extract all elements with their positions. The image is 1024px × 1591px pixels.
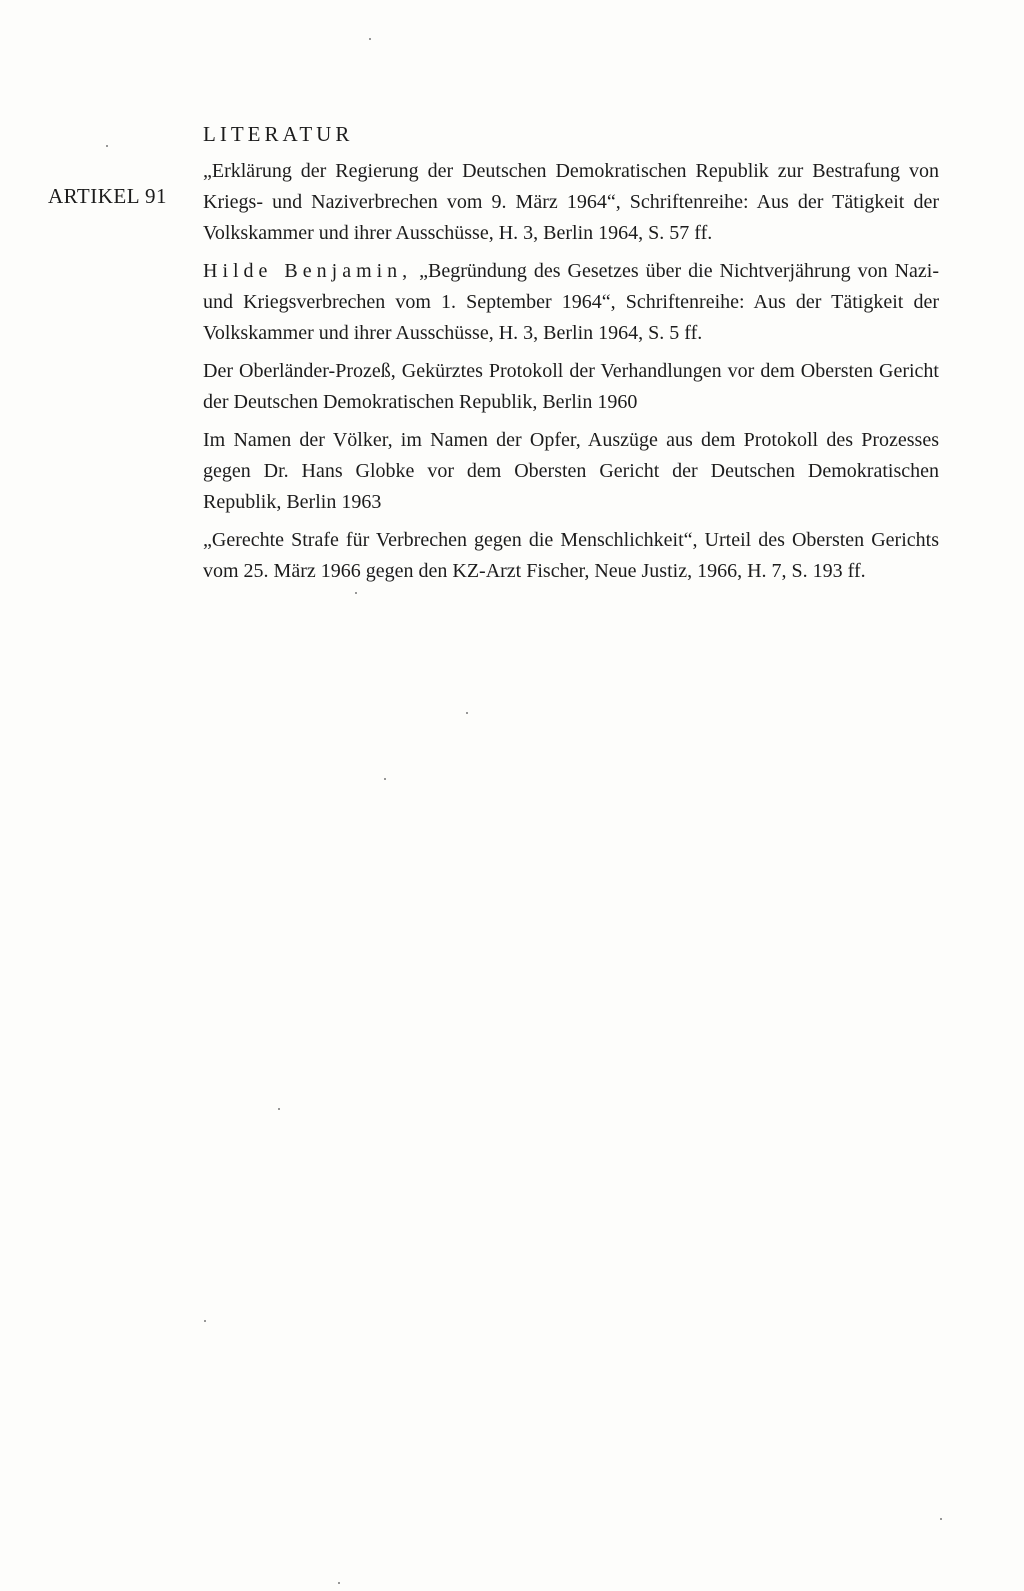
scan-speck [338, 1582, 340, 1584]
entry-author: Hilde Benjamin, [203, 260, 413, 282]
scan-speck [369, 38, 371, 40]
entry-text: Im Namen der Völker, im Namen der Opfer, Auszüge aus dem Protokoll des Prozesses gegen Dr. Hans Globke vor dem Obersten Gericht der Deutschen Demokratischen Republik, Berlin 1963 [203, 429, 939, 513]
literature-entry-3 [203, 356, 939, 418]
literature-heading: LITERATUR [203, 122, 354, 146]
scan-speck [204, 1320, 206, 1322]
scan-speck [355, 592, 357, 594]
entry-text: „Erklärung der Regierung der Deutschen Demokratischen Republik zur Bestrafung von Kriegs- und Naziverbrechen vom 9. März 1964“, Schriftenreihe: Aus der Tätigkeit der Volkskammer und ihrer Ausschüsse, H. 3, Berlin 1964, S. 57 ff. [203, 160, 939, 244]
entry-text: „Gerechte Strafe für Verbrechen gegen die Menschlichkeit“, Urteil des Obersten Gerichts vom 25. März 1966 gegen den KZ-Arzt Fischer, Neue Justiz, 1966, H. 7, S. 193 ff. [203, 529, 939, 582]
literature-entry-1 [203, 156, 939, 249]
entry-text: „Begründung des Gesetzes über die Nichtverjährung von Nazi- und Kriegsverbrechen vom 1. September 1964“, Schriftenreihe: Aus der Tätigkeit der Volkskammer und ihrer Ausschüsse, H. 3, Berlin 1964, S. 5 ff. [203, 260, 939, 344]
scan-speck [278, 1108, 280, 1110]
entry-text: Der Oberländer-Prozeß, Gekürztes Protokoll der Verhandlungen vor dem Obersten Gericht der Deutschen Demokratischen Republik, Berlin 1960 [203, 360, 939, 413]
scan-speck [384, 778, 386, 780]
literature-entry-5 [203, 525, 939, 587]
scan-speck [466, 712, 468, 714]
scan-speck [940, 1518, 942, 1520]
article-label: ARTIKEL 91 [48, 184, 168, 208]
literature-section [203, 120, 939, 594]
literature-entry-2 [203, 256, 939, 349]
scan-speck [106, 145, 108, 147]
literature-entry-4 [203, 425, 939, 518]
